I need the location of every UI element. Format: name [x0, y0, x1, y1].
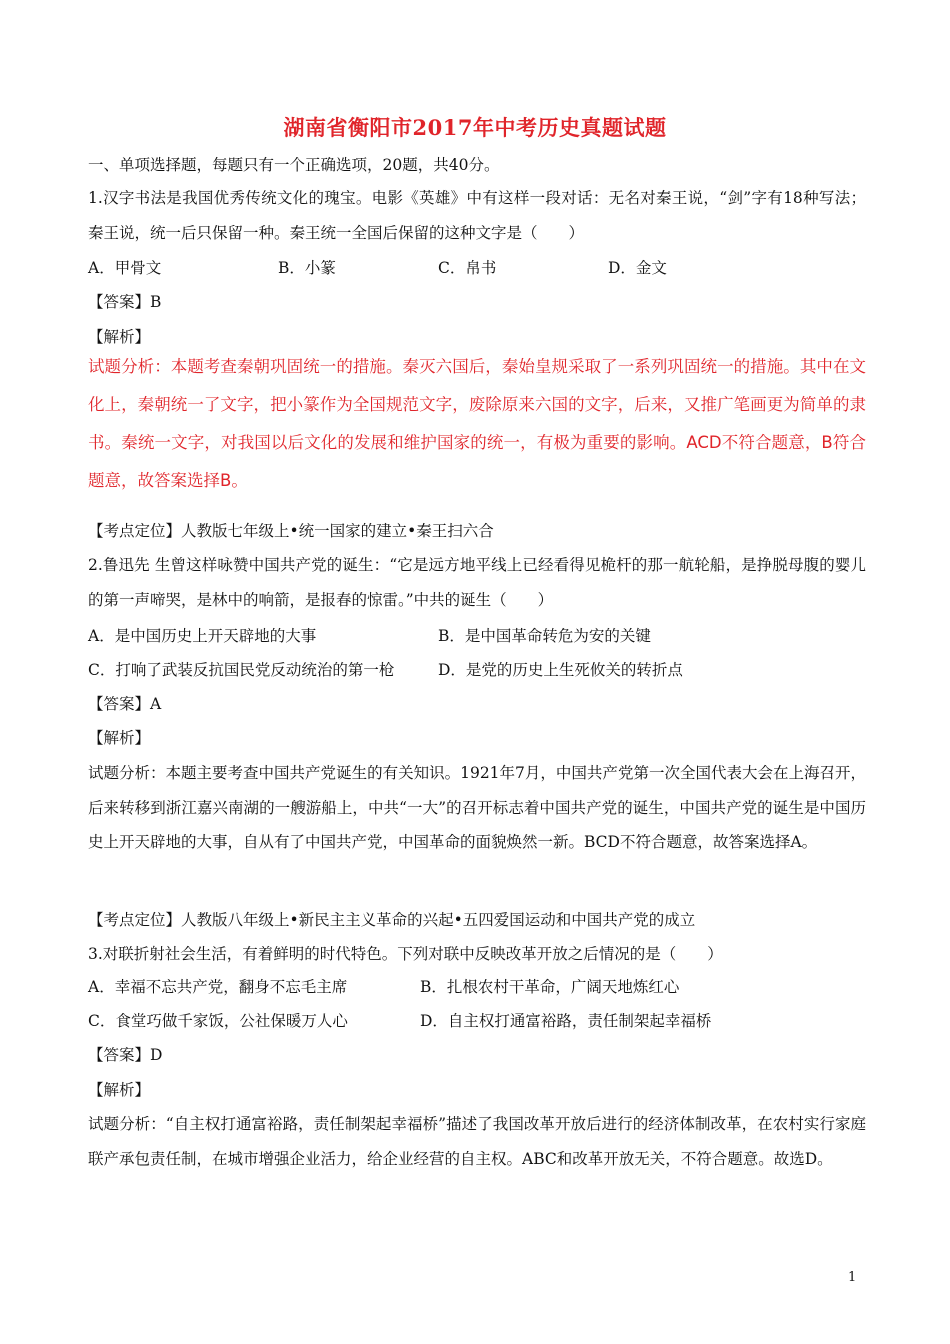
question-3-stem: 3.对联折射社会生活，有着鲜明的时代特色。下列对联中反映改革开放之后情况的是（ ） — [88, 945, 723, 963]
q2-option-c: C．打响了武装反抗国民党反动统治的第一枪 — [88, 661, 395, 679]
page-title: 湖南省衡阳市2017年中考历史真题试题 — [283, 115, 667, 140]
q3-analysis: 试题分析：“自主权打通富裕路，责任制架起幸福桥”描述了我国改革开放后进行的经济体制改革，在农村实行家庭联产承包责任制，在城市增强企业活力，给企业经营的自主权。ABC和改革开放无关，不符合题意。故选D。 — [88, 1115, 866, 1168]
section-header: 一、单项选择题，每题只有一个正确选项，20题，共40分。 — [88, 156, 500, 174]
q1-analysis: 试题分析：本题考查秦朝巩固统一的措施。秦灭六国后，秦始皇规采取了一系列巩固统一的措施。其中在文化上，秦朝统一了文字，把小篆作为全国规范文字，废除原来六国的文字，后来，又推广笔画更为简单的隶书。秦统一文字，对我国以后文化的发展和维护国家的统一，有极为重要的影响。ACD不符合题意，B符合题意，故答案选择B。 — [88, 357, 866, 490]
q1-analysis-label: 【解析】 — [88, 328, 151, 346]
q3-answer: 【答案】D — [88, 1046, 163, 1064]
page-number: 1 — [848, 1270, 857, 1285]
question-1-stem: 1.汉字书法是我国优秀传统文化的瑰宝。电影《英雄》中有这样一段对话：无名对秦王说，“剑”字有18种写法；秦王说，统一后只保留一种。秦王统一全国后保留的这种文字是（ ） — [88, 189, 866, 242]
q2-option-b: B．是中国革命转危为安的关键 — [438, 627, 651, 645]
q2-analysis: 试题分析：本题主要考查中国共产党诞生的有关知识。1921年7月，中国共产党第一次全国代表大会在上海召开，后来转移到浙江嘉兴南湖的一艘游船上，中共“一大”的召开标志着中国共产党的诞生，中国共产党的诞生是中国历史上开天辟地的大事，自从有了中国共产党，中国革命的面貌焕然一新。BCD不符合题意，故答案选择A。 — [88, 764, 866, 851]
q2-answer: 【答案】A — [88, 695, 162, 713]
q1-answer: 【答案】B — [88, 293, 162, 311]
q2-analysis-label: 【解析】 — [88, 729, 151, 747]
q1-option-d: D．金文 — [608, 259, 667, 277]
q2-option-a: A．是中国历史上开天辟地的大事 — [88, 627, 317, 645]
q1-kaodian: 【考点定位】人教版七年级上•统一国家的建立•秦王扫六合 — [88, 522, 494, 540]
q3-option-a: A．幸福不忘共产党，翻身不忘毛主席 — [88, 978, 348, 996]
q3-analysis-label: 【解析】 — [88, 1081, 151, 1099]
q2-kaodian: 【考点定位】人教版八年级上•新民主主义革命的兴起•五四爱国运动和中国共产党的成立 — [88, 911, 696, 929]
q3-option-d: D．自主权打通富裕路，责任制架起幸福桥 — [420, 1012, 712, 1030]
q3-option-c: C．食堂巧做千家饭，公社保暖万人心 — [88, 1012, 348, 1030]
q1-option-a: A．甲骨文 — [88, 259, 162, 277]
q3-option-b: B．扎根农村干革命，广阔天地炼红心 — [420, 978, 680, 996]
q1-option-b: B．小篆 — [278, 259, 336, 277]
q2-option-d: D．是党的历史上生死攸关的转折点 — [438, 661, 683, 679]
q1-option-c: C．帛书 — [438, 259, 497, 277]
question-2-stem: 2.鲁迅先 生曾这样咏赞中国共产党的诞生：“它是远方地平线上已经看得见桅杆的那一航轮船，是挣脱母腹的婴儿的第一声啼哭，是林中的响箭，是报春的惊雷。”中共的诞生（ ） — [88, 556, 866, 609]
